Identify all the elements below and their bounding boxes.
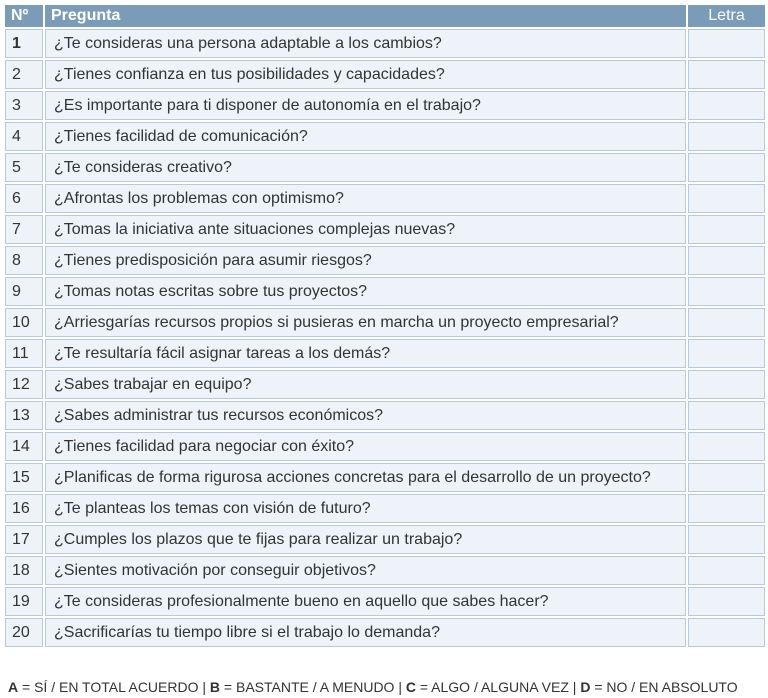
question-number: 4 xyxy=(5,122,43,151)
table-row xyxy=(5,277,765,306)
table-row xyxy=(5,494,765,523)
question-number: 18 xyxy=(5,556,43,585)
question-number: 12 xyxy=(5,370,43,399)
table-row xyxy=(5,339,765,368)
table-header-row xyxy=(5,5,765,27)
question-number: 6 xyxy=(5,184,43,213)
table-row xyxy=(5,618,765,647)
question-text: ¿Te consideras creativo? xyxy=(45,153,686,182)
answer-letter-cell[interactable] xyxy=(688,308,765,337)
question-number: 14 xyxy=(5,432,43,461)
questionnaire-table xyxy=(3,3,767,649)
column-header-letter: Letra xyxy=(688,5,765,27)
answer-letter-cell[interactable] xyxy=(688,246,765,275)
question-number: 10 xyxy=(5,308,43,337)
legend-text: = NO / EN ABSOLUTO xyxy=(590,679,738,695)
answer-letter-cell[interactable] xyxy=(688,29,765,58)
column-header-num: Nº xyxy=(5,5,43,27)
legend-text: = SÍ / EN TOTAL ACUERDO | xyxy=(18,679,210,695)
question-text: ¿Te consideras una persona adaptable a los cambios? xyxy=(45,29,686,58)
answer-letter-cell[interactable] xyxy=(688,463,765,492)
answer-letter-cell[interactable] xyxy=(688,339,765,368)
question-text: ¿Tienes facilidad de comunicación? xyxy=(45,122,686,151)
table-row xyxy=(5,29,765,58)
answer-letter-cell[interactable] xyxy=(688,153,765,182)
table-row xyxy=(5,215,765,244)
answer-letter-cell[interactable] xyxy=(688,401,765,430)
question-number: 8 xyxy=(5,246,43,275)
question-text: ¿Tienes facilidad para negociar con éxito? xyxy=(45,432,686,461)
question-text: ¿Sabes trabajar en equipo? xyxy=(45,370,686,399)
answer-letter-cell[interactable] xyxy=(688,184,765,213)
legend-key: B xyxy=(209,679,221,695)
table-row xyxy=(5,556,765,585)
question-number: 11 xyxy=(5,339,43,368)
answer-letter-cell[interactable] xyxy=(688,277,765,306)
legend-text: = BASTANTE / A MENUDO | xyxy=(220,679,406,695)
question-text: ¿Arriesgarías recursos propios si pusieras en marcha un proyecto empresarial? xyxy=(45,308,686,337)
question-text: ¿Tomas la iniciativa ante situaciones complejas nuevas? xyxy=(45,215,686,244)
table-row xyxy=(5,370,765,399)
table-row xyxy=(5,60,765,89)
answer-letter-cell[interactable] xyxy=(688,60,765,89)
table-row xyxy=(5,432,765,461)
table-row xyxy=(5,308,765,337)
question-number: 3 xyxy=(5,91,43,120)
legend-key: D xyxy=(580,679,591,695)
question-text: ¿Sacrificarías tu tiempo libre si el trabajo lo demanda? xyxy=(45,618,686,647)
legend-key: C xyxy=(405,679,416,695)
answer-letter-cell[interactable] xyxy=(688,91,765,120)
question-text: ¿Te planteas los temas con visión de futuro? xyxy=(45,494,686,523)
answer-letter-cell[interactable] xyxy=(688,432,765,461)
question-text: ¿Tomas notas escritas sobre tus proyectos? xyxy=(45,277,686,306)
answer-letter-cell[interactable] xyxy=(688,370,765,399)
table-row xyxy=(5,153,765,182)
question-number: 19 xyxy=(5,587,43,616)
answer-letter-cell[interactable] xyxy=(688,556,765,585)
question-text: ¿Afrontas los problemas con optimismo? xyxy=(45,184,686,213)
question-number: 7 xyxy=(5,215,43,244)
question-text: ¿Tienes predisposición para asumir riesgos? xyxy=(45,246,686,275)
table-row xyxy=(5,91,765,120)
question-number: 13 xyxy=(5,401,43,430)
question-number: 15 xyxy=(5,463,43,492)
legend-key: A xyxy=(8,679,19,695)
question-number: 16 xyxy=(5,494,43,523)
question-number: 1 xyxy=(5,29,43,58)
question-number: 17 xyxy=(5,525,43,554)
answer-letter-cell[interactable] xyxy=(688,525,765,554)
answer-letter-cell[interactable] xyxy=(688,215,765,244)
question-text: ¿Te consideras profesionalmente bueno en aquello que sabes hacer? xyxy=(45,587,686,616)
question-number: 20 xyxy=(5,618,43,647)
answer-letter-cell[interactable] xyxy=(688,494,765,523)
table-row xyxy=(5,525,765,554)
question-text: ¿Es importante para ti disponer de autonomía en el trabajo? xyxy=(45,91,686,120)
answer-legend xyxy=(8,679,738,695)
question-text: ¿Planificas de forma rigurosa acciones concretas para el desarrollo de un proyecto? xyxy=(45,463,686,492)
legend-text: = ALGO / ALGUNA VEZ | xyxy=(415,679,581,695)
table-row xyxy=(5,587,765,616)
question-text: ¿Sientes motivación por conseguir objetivos? xyxy=(45,556,686,585)
column-header-question: Pregunta xyxy=(45,5,686,27)
table-row xyxy=(5,246,765,275)
table-row xyxy=(5,463,765,492)
answer-letter-cell[interactable] xyxy=(688,122,765,151)
question-text: ¿Cumples los plazos que te fijas para realizar un trabajo? xyxy=(45,525,686,554)
table-row xyxy=(5,184,765,213)
question-number: 2 xyxy=(5,60,43,89)
question-text: ¿Tienes confianza en tus posibilidades y capacidades? xyxy=(45,60,686,89)
question-text: ¿Sabes administrar tus recursos económicos? xyxy=(45,401,686,430)
answer-letter-cell[interactable] xyxy=(688,587,765,616)
table-row xyxy=(5,401,765,430)
question-number: 9 xyxy=(5,277,43,306)
question-text: ¿Te resultaría fácil asignar tareas a los demás? xyxy=(45,339,686,368)
table-row xyxy=(5,122,765,151)
answer-letter-cell[interactable] xyxy=(688,618,765,647)
question-number: 5 xyxy=(5,153,43,182)
